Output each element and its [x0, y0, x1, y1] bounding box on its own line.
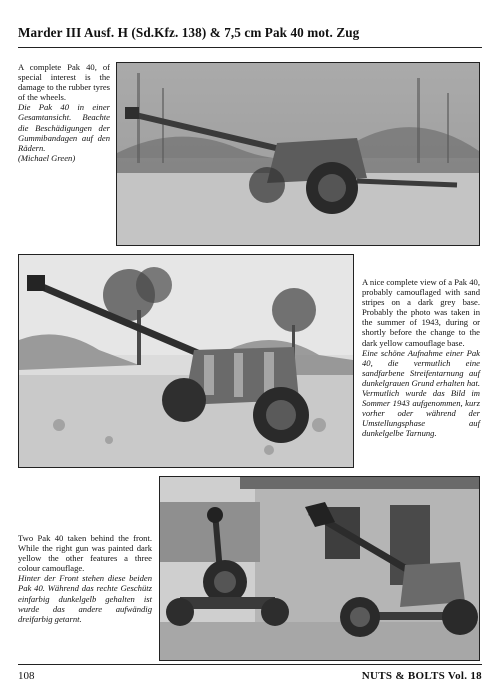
caption-photo-3	[18, 533, 152, 624]
publication-title: NUTS & BOLTS Vol. 18	[361, 670, 482, 682]
page-number: 108	[18, 670, 35, 682]
caption-photo-1	[18, 62, 110, 163]
photo-2-image	[19, 255, 353, 467]
caption-3-german: Hinter der Front stehen diese beiden Pak 40. Während das rechte Geschütz einfarbig dunkelgelb gehalten ist wurde das andere aufwändig dreifarbig getarnt.	[18, 573, 152, 624]
footer-rule	[18, 664, 482, 665]
header-rule	[18, 47, 482, 48]
caption-2-english: A nice complete view of a Pak 40, probably camouflaged with sand stripes on a dark grey base. Probably the photo was taken in the summer of 1943, during or shortly before the change to the dark yellow camouflage base.	[362, 277, 480, 348]
photo-pak40-complete	[116, 62, 480, 246]
photo-3-image	[160, 477, 479, 660]
caption-2-german: Eine schöne Aufnahme einer Pak 40, die vermutlich eine sandfarbene Streifentarnung auf dunkelgrauen Grund erhalten hat. Vermutlich wurde das Bild im Sommer 1943 aufgenommen, kurz vorher oder während der Umstellungsphase auf dunkelgelbe Tarnung.	[362, 347, 480, 439]
page-title: Marder III Ausf. H (Sd.Kfz. 138) & 7,5 cm Pak 40 mot. Zug	[18, 25, 360, 40]
caption-photo-2	[362, 277, 480, 439]
caption-1-english: A complete Pak 40, of special interest is the damage to the rubber tyres of the wheels.	[18, 62, 110, 103]
photo-pak40-camouflaged	[18, 254, 354, 468]
photo-two-pak40	[159, 476, 480, 661]
caption-1-german: Die Pak 40 in einer Gesamtansicht. Beachte die Beschädigungen der Gummibandagen auf den Rädern.	[18, 102, 110, 153]
caption-1-credit: (Michael Green)	[18, 152, 76, 163]
photo-1-image	[117, 63, 479, 245]
caption-3-english: Two Pak 40 taken behind the front. While the right gun was painted dark yellow the other features a three colour camouflage.	[18, 533, 152, 574]
